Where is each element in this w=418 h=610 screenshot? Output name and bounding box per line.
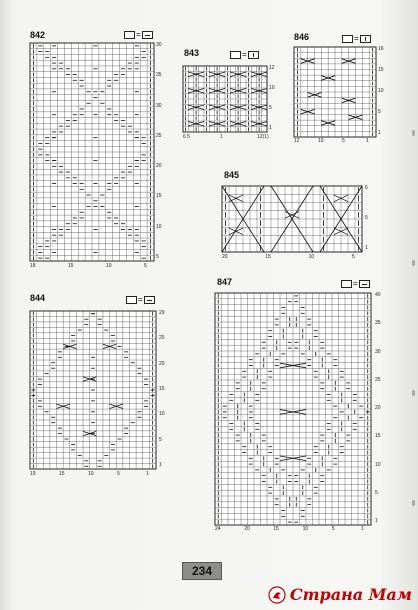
dash-symbol-icon [359,280,370,288]
empty-cell-icon [341,280,352,288]
symbol-key: = [126,295,155,304]
chart-number: 847 [217,277,233,287]
site-watermark [268,585,412,604]
symbol-key: = [341,279,370,288]
row-number-label: 15 [159,386,165,392]
chart-number: 845 [224,170,240,180]
chart-845 [222,170,382,270]
empty-cell-icon [126,296,137,304]
stitch-number-label: 15 [273,526,279,532]
stitch-number-label: 5 [144,263,147,269]
stitch-number-label: 10 [302,526,309,532]
knit-grid [30,311,156,469]
stitch-number-label: 10 [308,254,315,260]
stitch-number-label: 10 [106,263,112,269]
stitch-number-label: 12(1) [257,134,269,140]
stitch-number-label: 6 5 [183,134,190,140]
row-number-label: 10 [378,88,384,94]
page-number: 234 [182,562,222,580]
row-number-label: 15 [375,433,381,440]
empty-cell-icon [342,35,353,43]
stitch-number-label: 12 [294,138,300,144]
row-numbers [156,43,176,261]
bar-symbol-icon [248,51,259,59]
stitch-number-label: 5 [342,138,345,144]
row-number-label: 25 [159,335,165,342]
dash-symbol-icon [144,296,155,304]
chart-843 [180,48,280,148]
knit-grid [215,293,371,525]
stitch-numbers [183,135,267,143]
chart-842 [30,30,180,269]
row-number-label: 20 [375,405,381,411]
row-number-label: 15 [156,193,162,200]
knit-grid [183,66,267,132]
row-number-label: 10 [156,223,162,230]
symbol-key: = [124,30,153,39]
row-number-label: 5 [269,105,272,111]
row-number-label: 5 [365,215,368,221]
stitch-number-label: 18 [30,263,36,269]
stitch-number-label: 1 [220,134,223,140]
row-number-label: 5 [375,489,378,496]
chart-846 [292,32,392,147]
empty-cell-icon [230,51,241,59]
row-number-label: 1 [269,125,272,131]
row-number-label: 10 [159,411,165,418]
row-number-label: 12 [269,65,275,71]
binding-hole [412,260,415,266]
row-numbers [378,47,390,137]
stitch-number-label: 5 [331,526,335,532]
row-number-label: 30 [375,348,381,355]
dash-symbol-icon [142,31,153,39]
row-number-label: 20 [156,163,162,170]
row-number-label: 29 [159,310,165,316]
row-number-label: 20 [159,360,165,367]
stitch-number-label: 19 [30,471,36,477]
row-number-label: 1 [159,462,162,468]
chart-847 [215,277,395,537]
knit-grid [294,47,376,137]
row-number-label: 1 [375,518,378,524]
symbol-key: = [342,34,371,43]
stitch-number-label: 1 [366,138,369,144]
row-numbers [269,66,281,132]
row-number-label: 16 [378,46,384,52]
chart-number: 842 [30,30,46,40]
stitch-numbers [215,527,371,535]
row-number-label: 5 [156,254,159,260]
bar-symbol-icon [360,35,371,43]
binding-hole [412,130,415,136]
stitch-number-label: 15 [265,254,271,260]
binding-hole [412,500,415,506]
row-number-label: 1 [365,245,368,251]
stitch-number-label: 5 [352,254,355,260]
row-number-label: 35 [375,320,381,327]
row-number-label: 25 [156,132,162,139]
row-number-label: 35 [156,72,162,79]
stitch-numbers [222,255,362,263]
stitch-number-label: 10 [318,138,324,144]
chart-number: 844 [30,293,46,303]
row-numbers [365,186,377,252]
row-numbers [159,311,173,469]
knit-grid [222,186,362,252]
stitch-number-label: 15 [68,263,74,269]
stitch-numbers [30,264,154,272]
row-number-label: 10 [269,85,275,91]
stitch-number-label: 15 [59,471,65,477]
stitch-number-label: 10 [88,471,94,477]
empty-cell-icon [124,31,135,39]
stitch-number-label: 1 [146,471,149,477]
row-number-label: 15 [378,67,384,73]
row-number-label: 40 [375,292,381,298]
row-number-label: 5 [378,109,381,115]
row-number-label: 30 [156,102,162,109]
symbol-key: = [230,50,259,59]
stitch-number-label: 20 [222,254,228,260]
stitch-number-label: 20 [244,526,250,532]
row-number-label: 6 [365,185,368,191]
stitch-numbers [30,472,156,480]
row-numbers [375,293,389,525]
stitch-number-label: 1 [361,526,364,532]
watermark-text: Страна Мам [289,585,412,604]
binding-hole [412,390,415,396]
row-number-label: 30 [156,42,162,48]
row-number-label: 25 [375,376,381,383]
chart-number: 843 [184,48,200,58]
chart-number: 846 [294,32,310,42]
stitch-numbers [294,139,376,147]
chart-844 [30,293,180,483]
stitch-number-label: 5 [117,471,120,477]
stitch-number-label: 24 [215,526,221,532]
knit-grid [30,43,154,261]
row-number-label: 10 [375,461,381,468]
row-number-label: 5 [159,436,162,443]
row-number-label: 1 [378,130,381,136]
stork-logo-icon [268,586,286,604]
